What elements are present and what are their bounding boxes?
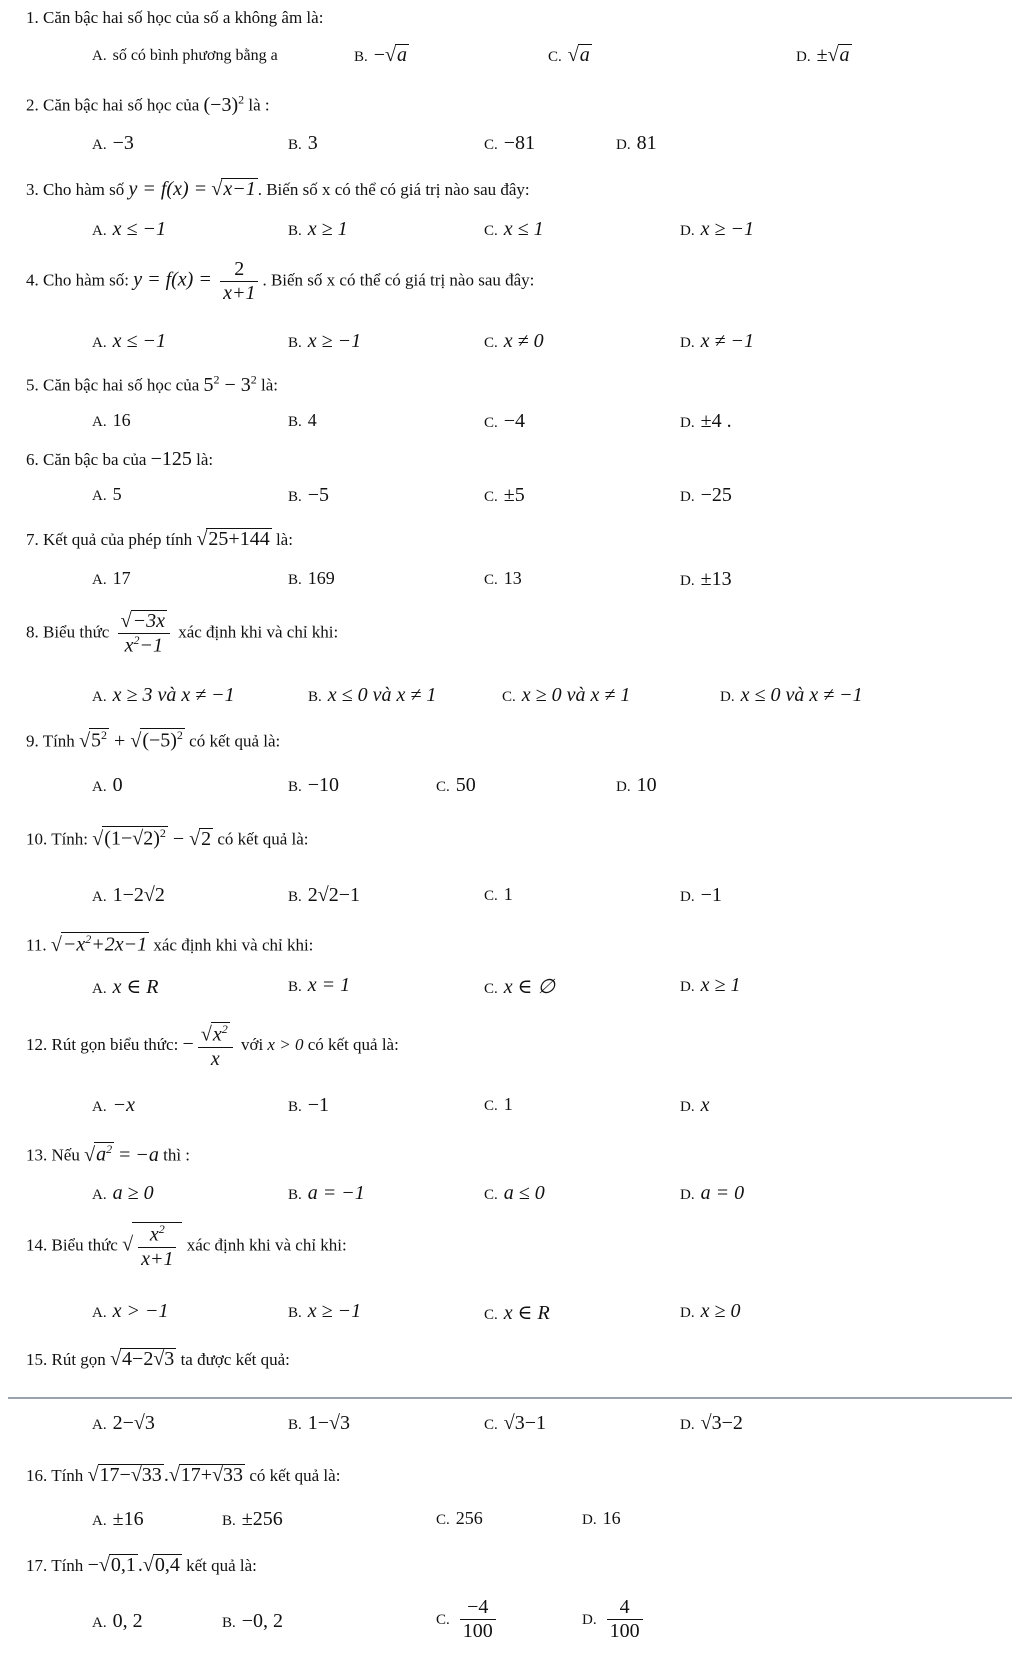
option-label: B.: [288, 335, 302, 351]
option-text: x ≤ 0 và x ≠ −1: [740, 684, 863, 706]
question-text-tail: có kết quả là:: [249, 1466, 341, 1485]
option-label: B.: [288, 1187, 302, 1203]
option-text: 13: [503, 568, 522, 588]
option-b: [288, 974, 350, 997]
question-text: Nếu: [51, 1145, 80, 1165]
option-label: C.: [484, 137, 498, 153]
option-label: A.: [92, 779, 107, 795]
option-label: D.: [680, 1187, 695, 1203]
option-text: −x: [112, 1094, 135, 1116]
option-text: 5: [112, 484, 122, 504]
option-text: 0, 2: [112, 1610, 143, 1632]
question-text-tail: có kết quả là:: [217, 829, 309, 849]
question-text: Tính:: [51, 829, 89, 849]
option-a: [92, 1094, 135, 1117]
option-label: A.: [92, 488, 107, 504]
option-text: x ≤ −1: [112, 218, 166, 240]
option-d: [616, 132, 657, 155]
option-label: D.: [616, 137, 631, 153]
option-text: x ≥ 1: [307, 218, 348, 240]
option-label: B.: [222, 1615, 236, 1631]
option-b: [288, 218, 348, 241]
option-label: A.: [92, 1417, 107, 1433]
option-d: [680, 330, 754, 353]
option-text: −1: [700, 884, 722, 906]
option-b: [288, 568, 335, 589]
option-label: A.: [92, 1615, 107, 1631]
option-text: −1: [307, 1094, 330, 1116]
option-a: [92, 484, 122, 505]
option-text: x ≤ 0 và x ≠ 1: [327, 684, 437, 706]
option-label: D.: [680, 889, 695, 905]
question-number: 4.: [26, 270, 39, 290]
question-number: 7.: [26, 530, 39, 549]
option-c: [484, 568, 522, 589]
question-text-tail: xác định khi và chỉ khi:: [153, 935, 314, 955]
question-10: 10. Tính: $√(1-√2)^2 - √2$ có kết quả là:: [26, 826, 309, 850]
question-text-tail: thì :: [163, 1145, 191, 1165]
options-14: [26, 1300, 1016, 1330]
question-text: Cho hàm số:: [43, 270, 129, 290]
option-b: [288, 774, 339, 797]
question-number: 2.: [26, 95, 39, 115]
option-text: 1−√3: [307, 1412, 351, 1434]
option-label: D.: [796, 49, 811, 65]
option-label: C.: [436, 1512, 450, 1528]
option-c: [484, 1182, 545, 1205]
question-1: [26, 8, 323, 28]
option-text: x ≥ 1: [700, 974, 741, 996]
question-5: 5. Căn bậc hai số học của $5^2 - 3^2$ là:: [26, 372, 279, 396]
option-d: [680, 1182, 744, 1205]
option-text: ±13: [700, 568, 732, 590]
option-label: A.: [92, 689, 107, 705]
option-b: [288, 1300, 361, 1323]
options-3: [26, 218, 1016, 248]
options-11: [26, 974, 1016, 1004]
option-text: √3−2: [700, 1412, 743, 1434]
option-label: A.: [92, 1187, 107, 1203]
question-16: 16. Tính √17−√33 .√17+√33 có kết quả là:: [26, 1464, 341, 1486]
option-label: D.: [680, 1305, 695, 1321]
option-label: D.: [616, 779, 631, 795]
option-text: ±4 .: [700, 410, 732, 432]
option-d: [616, 774, 657, 797]
fraction: $\frac{√x^2}{x}$: [198, 1022, 233, 1071]
option-d: [680, 884, 722, 907]
options-16: [26, 1508, 1016, 1538]
option-d: [680, 568, 732, 591]
question-text: Rút gọn biểu thức:: [51, 1035, 179, 1055]
option-a: [92, 684, 235, 707]
fraction: $\frac{x^2}{x+1}$: [138, 1223, 176, 1271]
option-text: 3: [307, 132, 318, 154]
option-label: D.: [720, 689, 735, 705]
option-text: x ≠ 0: [503, 330, 544, 352]
option-b: [288, 410, 317, 431]
option-d: [680, 218, 754, 241]
option-b: [288, 1182, 365, 1205]
option-label: C.: [484, 489, 498, 505]
question-text-tail: là:: [275, 530, 293, 549]
option-label: C.: [484, 335, 498, 351]
question-text-tail: ta được kết quả:: [180, 1350, 290, 1369]
option-text: 256: [455, 1508, 483, 1528]
option-text: x: [700, 1094, 710, 1116]
option-label: B.: [308, 689, 322, 705]
question-text: Cho hàm số: [43, 180, 125, 199]
option-label: B.: [222, 1513, 236, 1529]
options-2: [26, 132, 1016, 162]
question-text-tail: là :: [248, 95, 270, 115]
option-text: 169: [307, 568, 335, 588]
option-label: C.: [484, 981, 498, 997]
option-b: [288, 484, 329, 507]
options-12: [26, 1094, 1016, 1124]
question-14: 14. Biểu thức √ $\frac{x^2}{x+1}$ xác định khi và chỉ khi:: [26, 1222, 347, 1270]
question-text-tail: kết quả là:: [186, 1556, 257, 1575]
option-a: [92, 330, 166, 353]
question-text: Kết quả của phép tính: [43, 530, 193, 549]
option-text: x ≥ 0: [700, 1300, 741, 1322]
option-label: A.: [92, 335, 107, 351]
question-6: 6. Căn bậc ba của −125 là:: [26, 448, 214, 470]
option-label: D.: [582, 1611, 597, 1628]
option-text: x ≥ −1: [307, 330, 362, 352]
question-number: 8.: [26, 622, 39, 642]
options-4: [26, 330, 1016, 360]
option-c: [436, 1596, 500, 1643]
option-label: B.: [288, 223, 302, 239]
question-15: 15. Rút gọn √4−2√3 ta được kết quả:: [26, 1348, 290, 1370]
option-text: −0, 2: [241, 1610, 284, 1632]
option-label: A.: [92, 414, 107, 430]
question-number: 17.: [26, 1556, 48, 1575]
option-label: C.: [484, 888, 498, 904]
option-d: [680, 1094, 709, 1117]
option-label: C.: [484, 415, 498, 431]
question-text: Biểu thức: [51, 1235, 118, 1255]
option-c: [436, 1508, 483, 1529]
option-label: B.: [288, 889, 302, 905]
options-1: [26, 44, 1016, 74]
question-text: Căn bậc hai số học của: [43, 375, 200, 395]
option-text: −81: [503, 132, 536, 154]
option-label: D.: [680, 1417, 695, 1433]
option-text: −10: [307, 774, 340, 796]
question-text-tail: xác định khi và chỉ khi:: [186, 1235, 347, 1255]
option-text: a ≥ 0: [112, 1182, 154, 1204]
options-8: [26, 684, 1016, 714]
question-text-tail: là:: [261, 375, 279, 395]
question-text: Tính: [51, 1466, 84, 1485]
options-5: [26, 410, 1016, 440]
option-label: A.: [92, 48, 107, 64]
question-number: 6.: [26, 450, 39, 469]
option-label: C.: [502, 689, 516, 705]
option-label: A.: [92, 1305, 107, 1321]
option-b: [308, 684, 436, 707]
option-label: B.: [288, 779, 302, 795]
divider: [8, 1397, 1012, 1399]
option-label: C.: [484, 1098, 498, 1114]
option-label: B.: [288, 1099, 302, 1115]
fraction: $\frac{√-3x}{x^2-1}$: [118, 610, 170, 658]
option-label: D.: [680, 1099, 695, 1115]
option-text: ±16: [112, 1508, 144, 1530]
option-c: [484, 218, 544, 241]
option-text: 17: [112, 568, 131, 588]
option-c: [484, 884, 513, 905]
option-label: C.: [484, 1307, 498, 1323]
option-label: C.: [436, 779, 450, 795]
option-d: [582, 1596, 647, 1643]
option-label: A.: [92, 572, 107, 588]
options-13: [26, 1182, 1016, 1212]
question-number: 16.: [26, 1466, 48, 1485]
options-7: [26, 568, 1016, 598]
option-label: D.: [680, 335, 695, 351]
option-a: [92, 884, 165, 907]
option-a: [92, 974, 159, 999]
option-c: [484, 484, 525, 507]
options-9: [26, 774, 1016, 804]
option-text: 81: [636, 132, 657, 154]
option-c: [502, 684, 630, 707]
option-a: [92, 218, 166, 241]
option-a: [92, 1610, 143, 1633]
question-12: 12. Rút gọn biểu thức: − $\frac{√x^2}{x}$ với x > 0 có kết quả là:: [26, 1022, 399, 1070]
option-b: [222, 1508, 283, 1531]
option-label: C.: [484, 572, 498, 588]
option-b: B. −√a: [354, 44, 408, 66]
option-text: 1−2√2: [112, 884, 165, 906]
option-label: B.: [288, 489, 302, 505]
question-number: 14.: [26, 1235, 48, 1255]
option-label: A.: [92, 223, 107, 239]
option-label: C.: [484, 223, 498, 239]
option-label: B.: [288, 1305, 302, 1321]
question-4: 4. Cho hàm số: y = f(x) = $\frac{2}{x+1}$ . Biến số x có thể có giá trị nào sau đây:: [26, 258, 535, 304]
question-text: Tính: [51, 1556, 84, 1575]
option-text: a ≤ 0: [503, 1182, 545, 1204]
option-b: [288, 1412, 350, 1435]
question-text: Tính: [42, 731, 75, 751]
question-7: 7. Kết quả của phép tính √25+144 là:: [26, 528, 293, 550]
option-label: C.: [548, 49, 562, 65]
option-d: D. ±√a: [796, 44, 850, 66]
option-label: A.: [92, 1099, 107, 1115]
option-text: 1: [503, 884, 513, 904]
option-d: [680, 974, 740, 997]
question-17: 17. Tính −√0,1 .√0,4 kết quả là:: [26, 1554, 257, 1576]
option-label: D.: [680, 573, 695, 589]
worksheet: [8, 0, 1020, 1671]
option-b: [288, 884, 360, 907]
option-text: 2√2−1: [307, 884, 361, 906]
option-label: C.: [484, 1187, 498, 1203]
option-text: ±5: [503, 484, 525, 506]
question-11: 11. $√-x^2+2x-1$ xác định khi và chỉ khi:: [26, 932, 314, 956]
option-text: −25: [700, 484, 732, 506]
option-text: 2−√3: [112, 1412, 155, 1434]
option-d: [680, 410, 732, 433]
option-label: A.: [92, 137, 107, 153]
option-c: [484, 1412, 546, 1435]
question-number: 12.: [26, 1035, 48, 1055]
question-2: 2. Căn bậc hai số học của $(-3)^2$ là :: [26, 92, 270, 116]
option-label: A.: [92, 981, 107, 997]
option-label: D.: [680, 223, 695, 239]
option-text: x ∈ ∅: [503, 976, 555, 998]
option-c: [484, 1300, 550, 1325]
question-9: 9. Tính $√5^2 + √(-5)^2$ có kết quả là:: [26, 728, 281, 752]
option-label: B.: [288, 1417, 302, 1433]
option-text: 16: [602, 1508, 621, 1528]
question-number: 9.: [26, 731, 39, 751]
option-c: [484, 410, 525, 433]
option-label: D.: [582, 1512, 597, 1528]
option-text: x ≠ −1: [700, 330, 754, 352]
option-c: [484, 132, 535, 155]
option-c: [484, 330, 544, 353]
option-label: A.: [92, 889, 107, 905]
question-number: 1.: [26, 8, 39, 27]
option-label: B.: [288, 137, 302, 153]
option-label: B.: [288, 572, 302, 588]
option-a: [92, 568, 131, 589]
option-text: x > −1: [112, 1300, 169, 1322]
question-text: Căn bậc ba của: [43, 450, 147, 469]
question-text: Rút gọn: [51, 1350, 106, 1369]
option-d: [680, 484, 732, 507]
options-15: [26, 1412, 1016, 1442]
option-text: x ∈ R: [503, 1302, 550, 1324]
option-text: x ≥ 3 và x ≠ −1: [112, 684, 235, 706]
option-text: x ≥ −1: [700, 218, 754, 240]
option-a: [92, 44, 278, 65]
option-b: [288, 330, 361, 353]
option-a: [92, 1508, 144, 1531]
question-text: Căn bậc hai số học của số a không âm là:: [43, 8, 324, 27]
question-13: 13. Nếu $√a^2 = -a$ thì :: [26, 1142, 191, 1166]
option-d: [680, 1300, 740, 1323]
option-text: 1: [503, 1094, 513, 1114]
option-text: −3: [112, 132, 134, 154]
question-number: 10.: [26, 829, 48, 849]
question-number: 5.: [26, 375, 39, 395]
question-number: 11.: [26, 935, 47, 955]
option-c: C. √a: [548, 44, 590, 66]
option-text: a = 0: [700, 1182, 745, 1204]
option-text: 0: [112, 774, 123, 796]
option-text: −4: [503, 410, 526, 432]
option-c: [436, 774, 476, 797]
option-label: B.: [288, 414, 302, 430]
option-text: x ≤ −1: [112, 330, 166, 352]
options-6: [26, 484, 1016, 514]
option-text: √3−1: [503, 1412, 547, 1434]
question-text: Căn bậc hai số học của: [43, 95, 200, 115]
question-number: 3.: [26, 180, 39, 199]
question-3: 3. Cho hàm số y = f(x) = √x−1 . Biến số x có thể có giá trị nào sau đây:: [26, 178, 530, 200]
option-label: A.: [92, 1513, 107, 1529]
option-text: 4: [307, 410, 317, 430]
question-number: 15.: [26, 1350, 48, 1369]
option-c: [484, 974, 555, 999]
option-text: 16: [112, 410, 131, 430]
options-17: [26, 1596, 1016, 1642]
condition-word: với: [240, 1035, 264, 1055]
question-number: 13.: [26, 1145, 48, 1165]
option-label: C.: [484, 1417, 498, 1433]
option-text: x ≤ 1: [503, 218, 544, 240]
question-text-tail: có kết quả là:: [307, 1035, 399, 1055]
option-a: [92, 1412, 155, 1435]
question-text: Biểu thức: [43, 622, 110, 642]
options-10: [26, 884, 1016, 914]
question-text-tail: . Biến số x có thể có giá trị nào sau đây:: [257, 180, 530, 199]
option-b: [288, 1094, 329, 1117]
option-text: 10: [636, 774, 657, 796]
option-text: x ≥ −1: [307, 1300, 362, 1322]
option-text: a = −1: [307, 1182, 365, 1204]
option-label: D.: [680, 415, 695, 431]
option-text: x ∈ R: [112, 976, 159, 998]
option-b: [288, 132, 318, 155]
option-text: −5: [307, 484, 330, 506]
question-text-tail: là:: [196, 450, 214, 469]
option-a: [92, 1300, 168, 1323]
option-label: D.: [680, 489, 695, 505]
option-label: C.: [436, 1611, 450, 1628]
question-text-tail: . Biến số x có thể có giá trị nào sau đây:: [262, 270, 535, 290]
option-text: x ≥ 0 và x ≠ 1: [521, 684, 631, 706]
option-d: [582, 1508, 621, 1529]
option-a: [92, 410, 131, 431]
option-b: [222, 1610, 283, 1633]
option-a: [92, 132, 134, 155]
fraction: $\frac{2}{x+1}$: [220, 258, 258, 305]
fraction: $\frac{4}{100}$: [607, 1596, 643, 1643]
option-text: ±256: [241, 1508, 283, 1530]
fraction: $\frac{-4}{100}$: [460, 1596, 496, 1643]
option-text: 50: [455, 774, 476, 796]
question-8: [26, 610, 338, 658]
option-label: B.: [288, 979, 302, 995]
option-label: B.: [354, 49, 368, 65]
option-a: [92, 774, 123, 797]
option-d: [680, 1412, 743, 1435]
option-a: [92, 1182, 154, 1205]
option-c: [484, 1094, 513, 1115]
question-text-tail: xác định khi và chỉ khi:: [178, 622, 339, 642]
option-d: [720, 684, 863, 707]
option-label: D.: [680, 979, 695, 995]
option-text: số có bình phương bằng a: [112, 47, 278, 64]
question-text-tail: có kết quả là:: [189, 731, 281, 751]
option-text: x = 1: [307, 974, 351, 996]
